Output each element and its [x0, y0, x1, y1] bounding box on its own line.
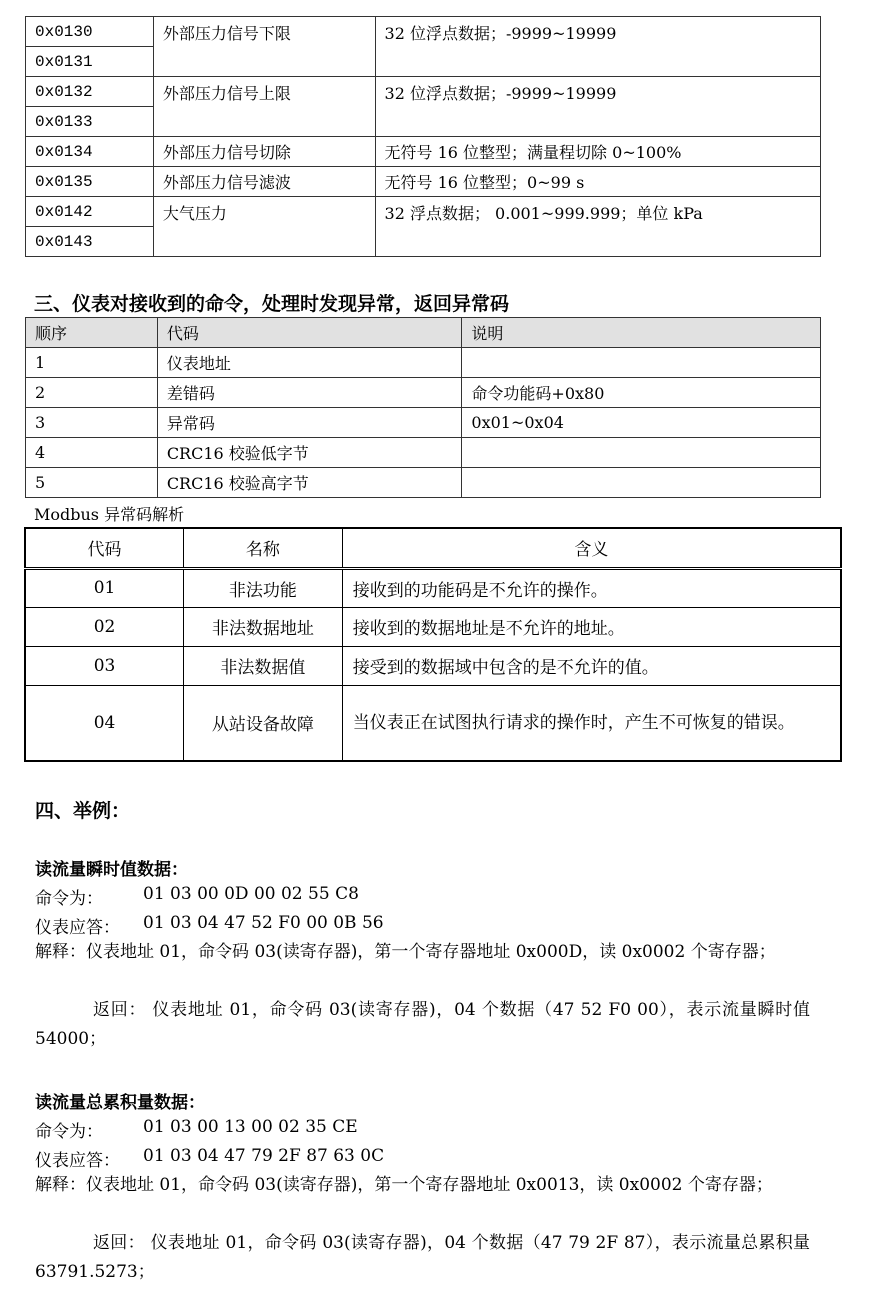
table-row: [26, 468, 821, 498]
register-name: 外部压力信号下限: [153, 17, 375, 77]
table-header-row: [26, 318, 821, 348]
table-row: [26, 408, 821, 438]
table-row: [25, 685, 841, 761]
table-row: [26, 77, 821, 107]
meaning-cell: 接收到的功能码是不允许的操作。: [342, 568, 841, 607]
order-cell: 2: [26, 378, 158, 408]
command-bytes: 01 03 00 0D 00 02 55 C8: [143, 884, 359, 904]
example-1-reply: [35, 913, 384, 938]
code-cell: 仪表地址: [157, 348, 462, 378]
meaning-cell: 当仪表正在试图执行请求的操作时，产生不可恢复的错误。: [342, 685, 841, 761]
example-1-explain: 解释：仪表地址 01，命令码 03(读寄存器)，第一个寄存器地址 0x000D，读 0x0002 个寄存器；: [35, 942, 776, 962]
code-cell: CRC16 校验高字节: [157, 468, 462, 498]
note-cell: [462, 348, 821, 378]
note-cell: [462, 468, 821, 498]
register-description: 无符号 16 位整型；满量程切除 0~100%: [375, 137, 820, 167]
table-row: [26, 348, 821, 378]
example-1-return: 返回： 仪表地址 01，命令码 03(读寄存器)，04 个数据（47 52 F0 00），表示流量瞬时值 54000；: [35, 1000, 810, 1049]
order-cell: 4: [26, 438, 158, 468]
note-cell: 命令功能码+0x80: [462, 378, 821, 408]
reply-bytes: 01 03 04 47 52 F0 00 0B 56: [143, 913, 384, 933]
table-row: [26, 17, 821, 47]
table-row: [25, 607, 841, 646]
register-address: 0x0135: [26, 167, 154, 197]
register-address: 0x0134: [26, 137, 154, 167]
reply-label: 仪表应答：: [35, 1151, 120, 1171]
register-name: 外部压力信号上限: [153, 77, 375, 137]
code-cell: 03: [25, 646, 184, 685]
code-cell: 02: [25, 607, 184, 646]
table-row: [26, 197, 821, 227]
note-cell: 0x01~0x04: [462, 408, 821, 438]
name-cell: 非法功能: [184, 568, 343, 607]
column-header: 名称: [184, 528, 343, 568]
section-4-heading: 四、举例：: [35, 800, 131, 822]
table-row: [26, 378, 821, 408]
column-header: 顺序: [26, 318, 158, 348]
code-cell: CRC16 校验低字节: [157, 438, 462, 468]
name-cell: 从站设备故障: [184, 685, 343, 761]
code-cell: 04: [25, 685, 184, 761]
code-cell: 差错码: [157, 378, 462, 408]
name-cell: 非法数据地址: [184, 607, 343, 646]
table-header-row: [25, 528, 841, 568]
table-row: [26, 167, 821, 197]
exception-response-table: [25, 317, 821, 498]
example-1-title: 读流量瞬时值数据：: [35, 860, 188, 880]
name-cell: 非法数据值: [184, 646, 343, 685]
register-description: 32 位浮点数据；-9999~19999: [375, 77, 820, 137]
example-2-title: 读流量总累积量数据：: [35, 1093, 205, 1113]
code-cell: 01: [25, 568, 184, 607]
table-row: [26, 438, 821, 468]
example-2-command: [35, 1117, 358, 1142]
column-header: 说明: [462, 318, 821, 348]
register-description: 无符号 16 位整型；0~99 s: [375, 167, 820, 197]
example-1-command: [35, 884, 359, 909]
order-cell: 1: [26, 348, 158, 378]
column-header: 代码: [25, 528, 184, 568]
modbus-exception-table: [24, 527, 842, 762]
command-bytes: 01 03 00 13 00 02 35 CE: [143, 1117, 358, 1137]
meaning-cell: 接收到的数据地址是不允许的地址。: [342, 607, 841, 646]
table-row: [25, 646, 841, 685]
command-label: 命令为：: [35, 889, 103, 909]
reply-label: 仪表应答：: [35, 918, 120, 938]
register-address: 0x0133: [26, 107, 154, 137]
note-cell: [462, 438, 821, 468]
order-cell: 5: [26, 468, 158, 498]
register-address: 0x0142: [26, 197, 154, 227]
example-2-explain: 解释：仪表地址 01，命令码 03(读寄存器)，第一个寄存器地址 0x0013，读 0x0002 个寄存器；: [35, 1175, 773, 1195]
meaning-cell: 接受到的数据域中包含的是不允许的值。: [342, 646, 841, 685]
code-cell: 异常码: [157, 408, 462, 438]
example-2-return: 返回： 仪表地址 01，命令码 03(读寄存器)，04 个数据（47 79 2F 87），表示流量总累积量 63791.5273；: [35, 1233, 810, 1282]
register-name: 外部压力信号切除: [153, 137, 375, 167]
register-address: 0x0130: [26, 17, 154, 47]
order-cell: 3: [26, 408, 158, 438]
register-description: 32 浮点数据； 0.001~999.999；单位 kPa: [375, 197, 820, 257]
section-3-heading: 三、仪表对接收到的命令，处理时发现异常，返回异常码: [34, 293, 510, 315]
register-name: 外部压力信号滤波: [153, 167, 375, 197]
register-table: [25, 16, 821, 257]
column-header: 代码: [157, 318, 462, 348]
example-2-reply: [35, 1146, 385, 1171]
table-row: [26, 137, 821, 167]
command-label: 命令为：: [35, 1122, 103, 1142]
register-address: 0x0143: [26, 227, 154, 257]
register-address: 0x0132: [26, 77, 154, 107]
column-header: 含义: [342, 528, 841, 568]
register-name: 大气压力: [153, 197, 375, 257]
register-description: 32 位浮点数据；-9999~19999: [375, 17, 820, 77]
modbus-caption: Modbus 异常码解析: [34, 505, 185, 524]
register-address: 0x0131: [26, 47, 154, 77]
table-row: [25, 568, 841, 607]
reply-bytes: 01 03 04 47 79 2F 87 63 0C: [143, 1146, 385, 1166]
